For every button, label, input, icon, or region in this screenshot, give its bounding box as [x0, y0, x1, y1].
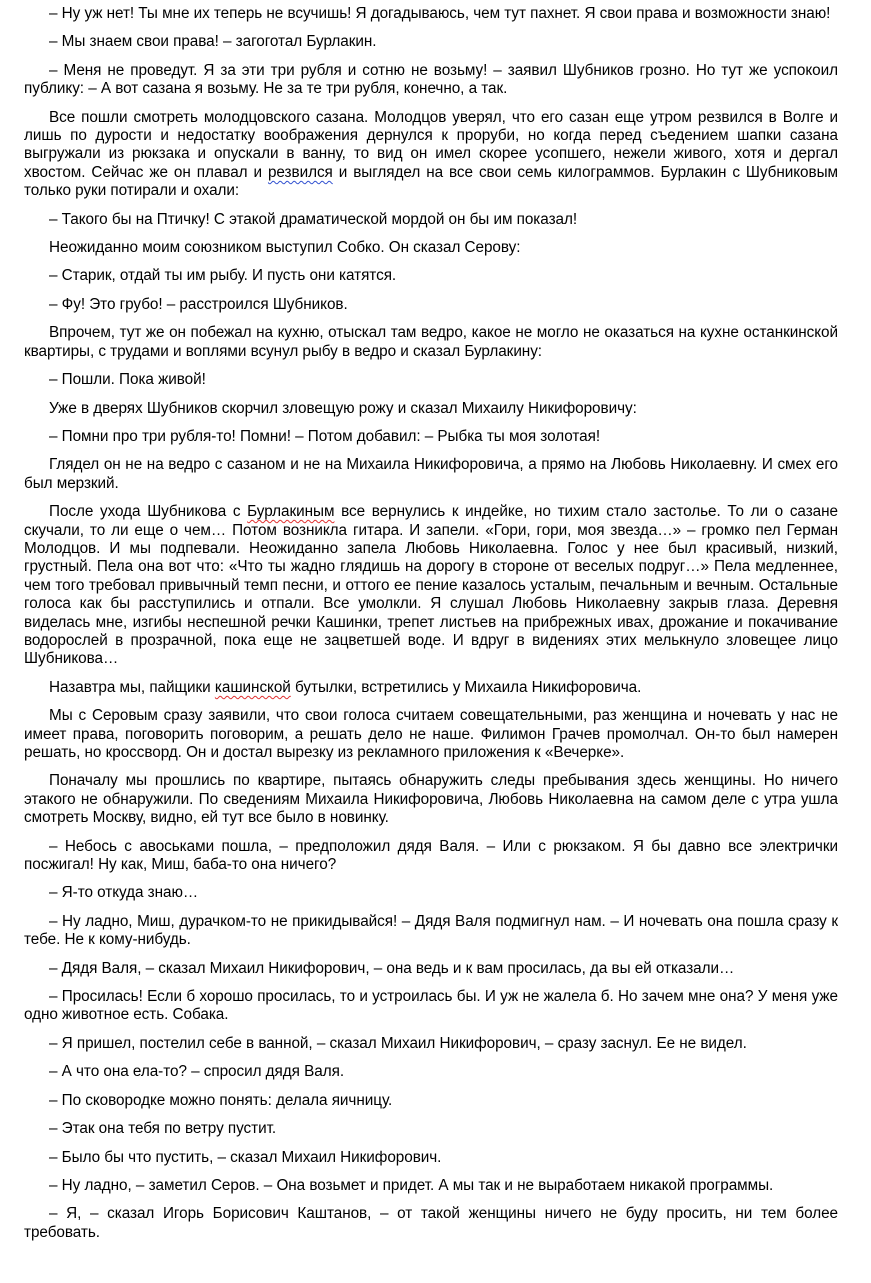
paragraph: – Ну ладно, – заметил Серов. – Она возьмет и придет. А мы так и не выработаем никакой программы. [49, 1176, 774, 1194]
paragraph: – Такого бы на Птичку! С этакой драматической мордой он бы им показал! [49, 210, 578, 228]
paragraph: – Помни про три рубля-то! Помни! – Потом добавил: – Рыбка ты моя золотая! [49, 427, 601, 445]
paragraph: – Ну ладно, Миш, дурачком-то не прикидывайся! – Дядя Валя подмигнул нам. – И ночевать она пошла сразу к тебе. Не к кому-нибудь. [24, 912, 838, 949]
paragraph: – По сковородке можно понять: делала яичницу. [49, 1091, 393, 1109]
paragraph: – Пошли. Пока живой! [49, 371, 206, 389]
paragraph: – Небось с авоськами пошла, – предположил дядя Валя. – Или с рюкзаком. Я бы давно все электрички посжигал! Ну как, Миш, баба-то она ничего? [24, 837, 838, 874]
paragraph: – Старик, отдай ты им рыбу. И пусть они катятся. [49, 267, 397, 285]
paragraph: – Было бы что пустить, – сказал Михаил Никифорович. [49, 1148, 442, 1166]
paragraph: Впрочем, тут же он побежал на кухню, отыскал там ведро, какое не могло не оказаться на кухне останкинской квартиры, с трудами и воплями всунул рыбу в ведро и сказал Бурлакину: [24, 324, 838, 360]
paragraph: – Просилась! Если б хорошо просилась, то и устроилась бы. И уж не жалела б. Но зачем мне она? У меня уже одно животное есть. Собака. [24, 988, 838, 1024]
paragraph: Поначалу мы прошлись по квартире, пытаясь обнаружить следы пребывания здесь женщины. Но ничего этакого не обнаружили. По сведениям Михаила Никифоровича, Любовь Николаевна на самом деле с утра ушла смотреть Москву, видно, ей тут все было в новинку. [24, 772, 838, 827]
paragraph [24, 109, 838, 201]
paragraph [24, 503, 838, 669]
paragraph: – Мы знаем свои права! – загоготал Бурлакин. [49, 33, 377, 51]
spelling-flagged-word[interactable]: Бурлакиным [247, 503, 335, 521]
text-run: После ухода Шубникова с [49, 503, 248, 521]
paragraph: Мы с Серовым сразу заявили, что свои голоса считаем совещательными, раз женщина и ночевать у нас не имеет права, поговорить поговорим, а решать дело не наше. Филимон Грачев промолчал. Он-то был намерен решать, но кроссворд. Он и достал вырезку из рекламного приложения к «Вечерке». [24, 707, 838, 761]
paragraph: – Я пришел, постелил себе в ванной, – сказал Михаил Никифорович, – сразу заснул. Ее не видел. [49, 1034, 747, 1052]
text-run: и выглядел на все свои семь килограммов. Бурлакин с Шубниковым только руки потирали и охали: [24, 163, 838, 200]
text-run: бутылки, встретились у Михаила Никифоровича. [290, 678, 642, 696]
document-page [24, 5, 838, 1252]
grammar-flagged-word[interactable]: резвился [267, 163, 333, 181]
text-run: Назавтра мы, пайщики [49, 678, 215, 696]
spelling-flagged-word[interactable]: кашинской [214, 678, 291, 696]
paragraph: – Меня не проведут. Я за эти три рубля и сотню не возьму! – заявил Шубников грозно. Но тут же успокоил публику: – А вот сазана я возьму. Не за те три рубля, конечно, а так. [24, 61, 838, 98]
paragraph: – Я, – сказал Игорь Борисович Каштанов, – от такой женщины ничего не буду просить, ни тем более требовать. [24, 1205, 838, 1241]
paragraph: Неожиданно моим союзником выступил Собко. Он сказал Серову: [49, 239, 521, 257]
paragraph [24, 679, 838, 697]
paragraph: Уже в дверях Шубников скорчил зловещую рожу и сказал Михаилу Никифоровичу: [49, 399, 637, 417]
paragraph: – А что она ела-то? – спросил дядя Валя. [49, 1063, 345, 1081]
paragraph: – Я-то откуда знаю… [49, 884, 199, 902]
paragraph: – Ну уж нет! Ты мне их теперь не всучишь! Я догадываюсь, чем тут пахнет. Я свои права и возможности знаю! [49, 5, 831, 22]
paragraph: – Фу! Это грубо! – расстроился Шубников. [49, 295, 348, 313]
text-run: Все пошли смотреть молодцовского сазана. Молодцов уверял, что его сазан еще утром резвился в Волге и лишь по дурости и недостатку воображения дернулся к проруби, но когда перед съедением шапки сазана выгружали из рюкзака и опускали в ванну, то вид он имел скорее усопшего, нежели живого, хотя и дергал хвостом. Сейчас же он плавал и [24, 108, 838, 181]
paragraph: – Этак она тебя по ветру пустит. [49, 1120, 277, 1138]
text-run: все вернулись к индейке, но тихим стало застолье. То ли о сазане скучали, то ли еще о чем… Потом возникла гитара. И запели. «Гори, гори, моя звезда…» – громко пел Герман Молодцов. И мы подпевали. Неожиданно запела Любовь Николаевна. Голос у нее был красивый, низкий, грустный. Пела она вот что: «Что ты жадно глядишь на дорогу в стороне от веселых подруг…» Пела медленнее, чем того требовал привычный темп песни, и оттого ее пение казалось усталым, печальным и вечным. Остальные голоса как бы расступились и отпали. Все умолкли. Я слушал Любовь Николаевну закрыв глаза. Деревня виделась мне, изгибы неспешной речки Кашинки, трепет листьев на прибрежных ивах, дрожание и покачивание водорослей в прозрачной, пока еще не зацветшей воде. И вдруг в видениях этих мелькнуло зловещее лицо Шубникова… [24, 503, 838, 668]
paragraph: Глядел он не на ведро с сазаном и не на Михаила Никифоровича, а прямо на Любовь Николаевну. И смех его был мерзкий. [24, 456, 838, 492]
paragraph: – Дядя Валя, – сказал Михаил Никифорович, – она ведь и к вам просилась, да вы ей отказали… [49, 959, 735, 977]
